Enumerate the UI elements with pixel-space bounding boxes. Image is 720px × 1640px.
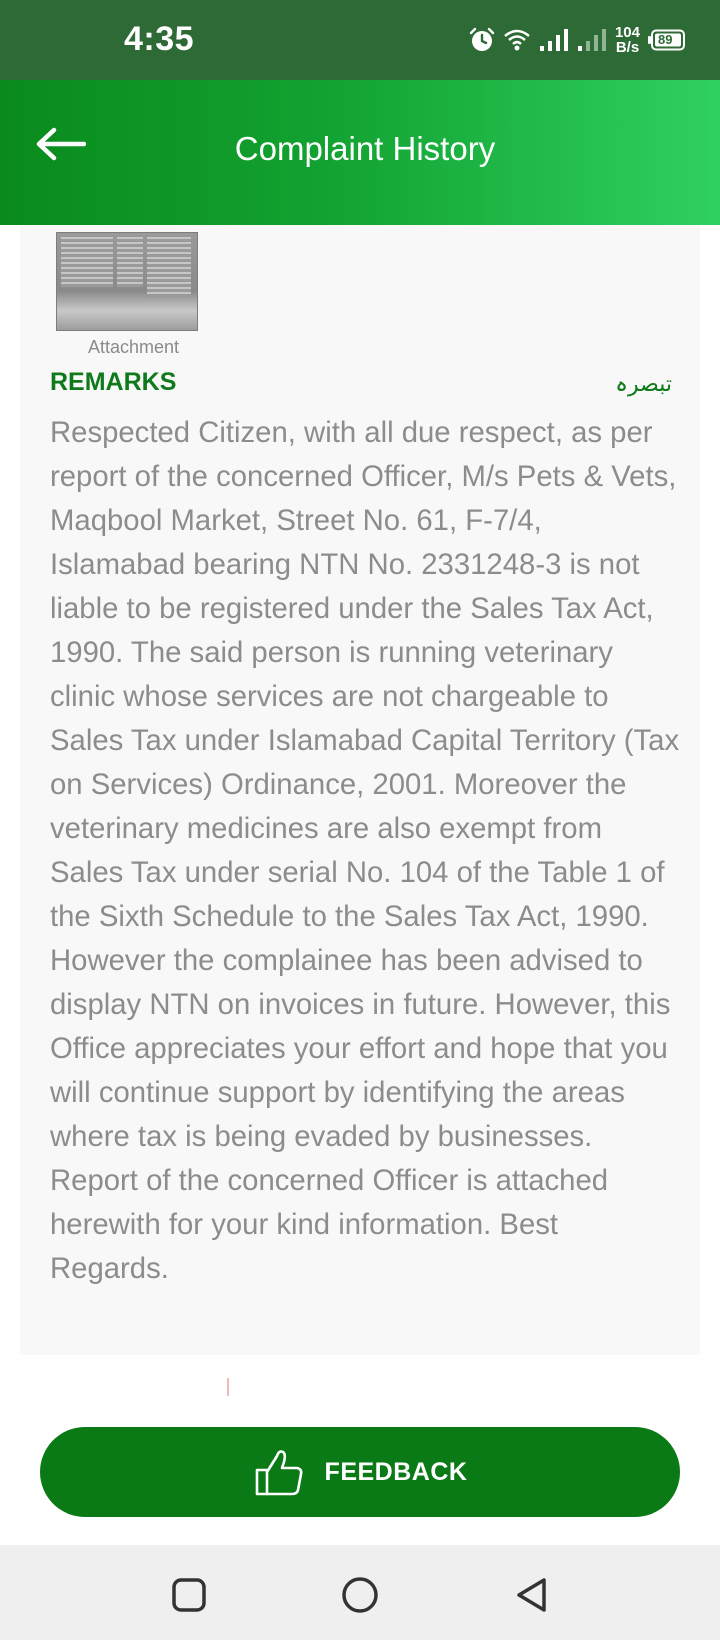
back-triangle-icon (510, 1573, 554, 1617)
network-speed-value: 104 (614, 24, 640, 41)
alarm-icon (469, 27, 495, 53)
network-speed (615, 25, 640, 55)
attachment-thumbnail[interactable] (56, 232, 198, 331)
recents-square-icon (167, 1573, 211, 1617)
feedback-button[interactable] (40, 1427, 680, 1517)
page-title: Complaint History (234, 130, 496, 167)
document-column (61, 237, 113, 287)
attachment-label: Attachment (88, 337, 180, 357)
network-speed-unit: B/s (615, 39, 640, 56)
navigation-bar (0, 1545, 720, 1640)
home-circle-icon (338, 1573, 382, 1617)
document-column (147, 237, 191, 297)
status-bar (0, 0, 720, 80)
signal-weak-icon (577, 28, 607, 52)
recents-button[interactable] (167, 1573, 211, 1617)
battery-icon (648, 29, 686, 51)
thumbs-up-icon (253, 1446, 305, 1498)
status-icons (469, 22, 686, 58)
scroll-indicator (227, 1378, 229, 1396)
remarks-text: Respected Citizen, with all due respect, as per report of the concerned Officer, M/s Pets & Vets, Maqbool Market, Street No. 61, F-7/4, Islamabad bearing NTN No. 2331248-3 is not liable to be registered under the Sales Tax Act, 1990. The said person is running veterinary clinic whose services are not chargeable to Sales Tax under Islamabad Capital Territory (Tax on Services) Ordinance, 2001. Moreover the veterinary medicines are also exempt from Sales Tax under serial No. 104 of the Table 1 of the Sixth Schedule to the Sales Tax Act, 1990. However the complainee has been advised to display NTN on invoices in future. However, this Office appreciates your effort and hope that you will continue support by identifying the areas where tax is being evaded by businesses. Report of the concerned Officer is attached herewith for your kind information. Best Regards. (50, 416, 680, 1285)
signal-icon (539, 28, 569, 52)
battery-level: 89 (658, 32, 673, 47)
remarks-heading-urdu: تبصرہ (615, 372, 672, 397)
feedback-label: FEEDBACK (324, 1457, 468, 1486)
document-column (117, 237, 143, 287)
back-nav-button[interactable] (510, 1573, 554, 1617)
home-button[interactable] (338, 1573, 382, 1617)
app-header (0, 80, 720, 225)
wifi-icon (503, 27, 531, 53)
status-time: 4:35 (124, 20, 195, 58)
remarks-heading: REMARKS (50, 368, 177, 396)
